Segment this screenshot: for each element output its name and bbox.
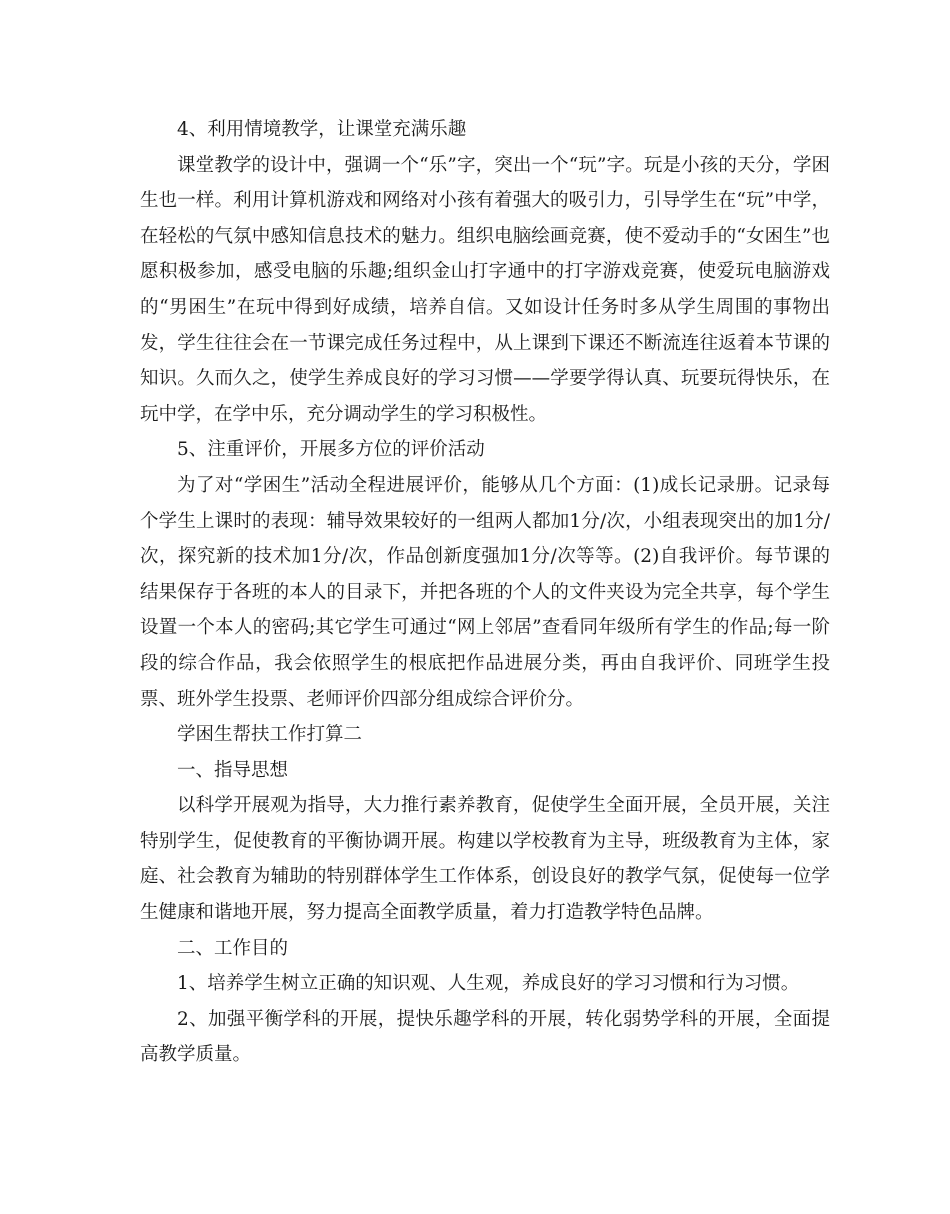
paragraph-evaluation: 为了对“学困生”活动全程进展评价，能够从几个方面：(1)成长记录册。记录每个学生上课时的表现：辅导效果较好的一组两人都加1分/次，小组表现突出的加1分/次，探究新的技术加1分/次，作品创新度强加1分/次等等。(2)自我评价。每节课的结果保存于各班的本人的目录下，并把各班的个人的文件夹设为完全共享，每个学生设置一个本人的密码;其它学生可通过“网上邻居”查看同年级所有学生的作品;每一阶段的综合作品，我会依照学生的根底把作品进展分类，再由自我评价、同班学生投票、班外学生投票、老师评价四部分组成综合评价分。 xyxy=(140,474,830,710)
document-body xyxy=(140,112,830,1073)
heading-work-goals: 二、工作目的 xyxy=(177,937,289,959)
paragraph-guiding-ideology: 以科学开展观为指导，大力推行素养教育，促使学生全面开展，全员开展，关注特别学生，促使教育的平衡协调开展。构建以学校教育为主导，班级教育为主体，家庭、社会教育为辅助的特别群体学生工作体系，创设良好的教学气氛，促使每一位学生健康和谐地开展，努力提高全面教学质量，着力打造教学特色品牌。 xyxy=(140,795,830,924)
heading-situational-teaching: 4、利用情境教学，让课堂充满乐趣 xyxy=(177,119,467,140)
section-title-plan-two: 学困生帮扶工作打算二 xyxy=(177,724,363,746)
heading-evaluation: 5、注重评价，开展多方位的评价活动 xyxy=(177,439,485,461)
paragraph-classroom-fun: 课堂教学的设计中，强调一个“乐”字，突出一个“玩”字。玩是小孩的天分，学困生也一样。利用计算机游戏和网络对小孩有着强大的吸引力，引导学生在“玩”中学，在轻松的气氛中感知信息技术的魅力。组织电脑绘画竞赛，使不爱动手的“女困生”也愿积极参加，感受电脑的乐趣;组织金山打字通中的打字游戏竞赛，使爱玩电脑游戏的“男困生”在玩中得到好成绩，培养自信。又如设计任务时多从学生周围的事物出发，学生往往会在一节课完成任务过程中，从上课到下课还不断流连往返着本节课的知识。久而久之，使学生养成良好的学习习惯——学要学得认真、玩要玩得快乐，在玩中学，在学中乐，充分调动学生的学习积极性。 xyxy=(140,154,830,425)
heading-guiding-ideology: 一、指导思想 xyxy=(177,759,289,781)
goal-item-1: 1、培养学生树立正确的知识观、人生观，养成良好的学习习惯和行为习惯。 xyxy=(177,973,800,995)
goal-item-2: 2、加强平衡学科的开展，提快乐趣学科的开展，转化弱势学科的开展，全面提高教学质量。 xyxy=(140,1008,830,1066)
